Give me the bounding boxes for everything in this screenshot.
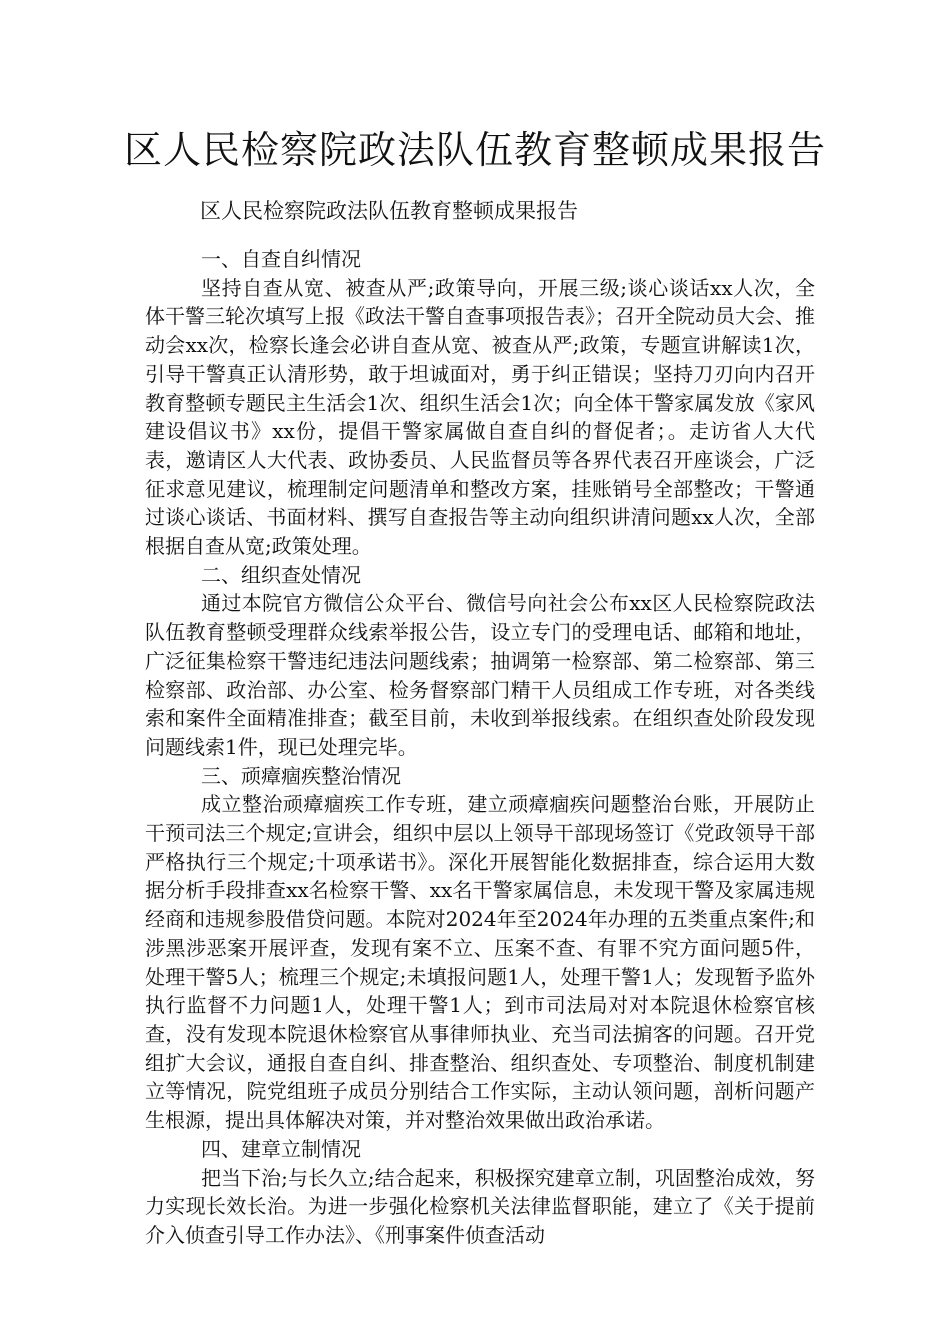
document-title: 区人民检察院政法队伍教育整顿成果报告: [123, 128, 826, 172]
document-body: [145, 245, 815, 1250]
section-paragraph-persistent-problems: 成立整治顽瘴痼疾工作专班，建立顽瘴痼疾问题整治台账，开展防止干预司法三个规定;宣讲会，组织中层以上领导干部现场签订《党政领导干部严格执行三个规定;十项承诺书》。深化开展智能化数据排查，综合运用大数据分析手段排查xx名检察干警、xx名干警家属信息，未发现干警及家属违规经商和违规参股借贷问题。本院对2024年至2024年办理的五类重点案件;和涉黑涉恶案开展评查，发现有案不立、压案不查、有罪不究方面问题5件，处理干警5人；梳理三个规定;未填报问题1人，处理干警1人；发现暂予监外执行监督不力问题1人，处理干警1人；到市司法局对对本院退休检察官核查，没有发现本院退休检察官从事律师执业、充当司法掮客的问题。召开党组扩大会议，通报自查自纠、排查整治、组织查处、专项整治、制度机制建立等情况，院党组班子成员分别结合工作实际，主动认领问题，剖析问题产生根源，提出具体解决对策，并对整治效果做出政治承诺。: [145, 792, 815, 1133]
section-heading-organizational-investigation: 二、组织查处情况: [201, 562, 361, 587]
section-heading-rules-establishment: 四、建章立制情况: [201, 1136, 361, 1161]
section-heading-persistent-problems: 三、顽瘴痼疾整治情况: [201, 763, 401, 788]
section-paragraph-rules-establishment: 把当下治;与长久立;结合起来，积极探究建章立制，巩固整治成效，努力实现长效长治。为进一步强化检察机关法律监督职能，建立了《关于提前介入侦查引导工作办法》、《刑事案件侦查活动: [145, 1165, 815, 1247]
section-heading-self-inspection: 一、自查自纠情况: [201, 247, 361, 271]
section-paragraph-organizational-investigation: 通过本院官方微信公众平台、微信号向社会公布xx区人民检察院政法队伍教育整顿受理群众线索举报公告，设立专门的受理电话、邮箱和地址，广泛征集检察干警违纪违法问题线索；抽调第一检察部、第二检察部、第三检察部、政治部、办公室、检务督察部门精干人员组成工作专班，对各类线索和案件全面精准排查；截至目前，未收到举报线索。在组织查处阶段发现问题线索1件，现已处理完毕。: [145, 591, 815, 759]
section-paragraph-self-inspection: 坚持自查从宽、被查从严;政策导向，开展三级;谈心谈话xx人次，全体干警三轮次填写上报《政法干警自查事项报告表》；召开全院动员大会、推动会xx次，检察长逢会必讲自查从宽、被查从严;政策，专题宣讲解读1次，引导干警真正认清形势，敢于坦诚面对，勇于纠正错误；坚持刀刃向内召开教育整顿专题民主生活会1次、组织生活会1次；向全体干警家属发放《家风建设倡议书》xx份，提倡干警家属做自查自纠的督促者；。走访省人大代表，邀请区人大代表、政协委员、人民监督员等各界代表召开座谈会，广泛征求意见建议，梳理制定问题清单和整改方案，挂账销号全部整改；干警通过谈心谈话、书面材料、撰写自查报告等主动向组织讲清问题xx人次，全部根据自查从宽;政策处理。: [145, 275, 815, 559]
document-subtitle: 区人民检察院政法队伍教育整顿成果报告: [200, 199, 578, 223]
